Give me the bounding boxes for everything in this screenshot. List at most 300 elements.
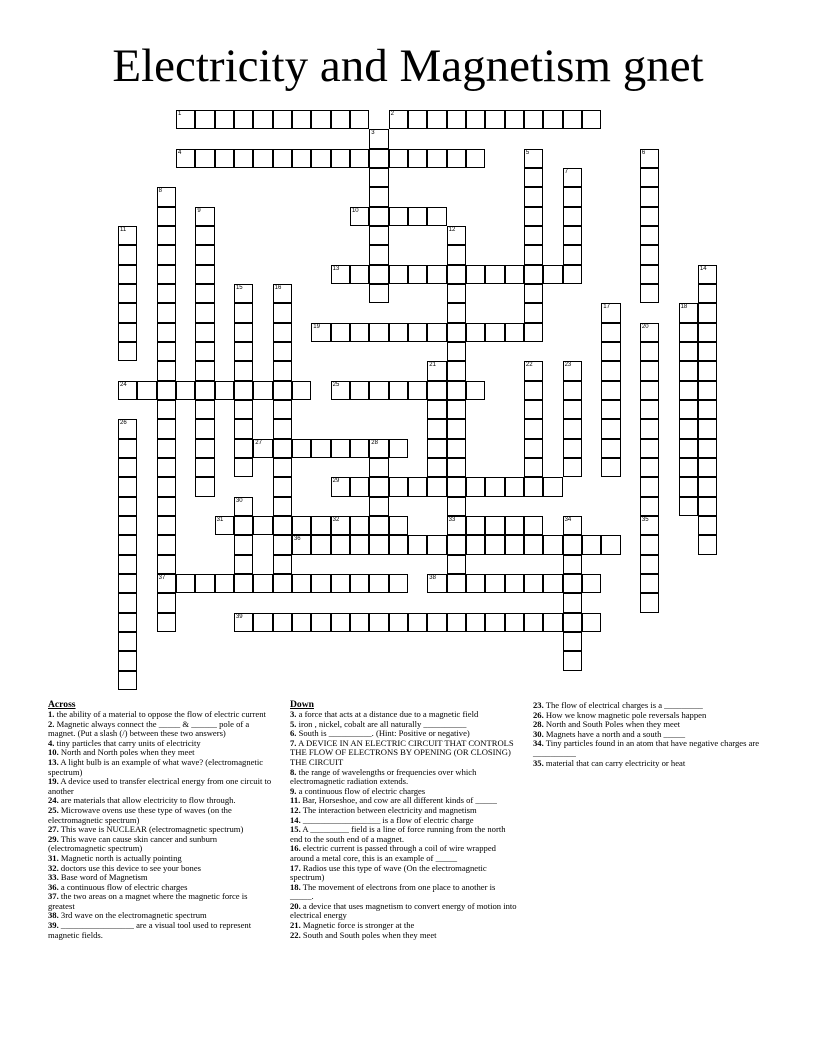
grid-cell[interactable] [601,419,620,438]
grid-cell[interactable] [679,419,698,438]
grid-cell[interactable] [543,574,562,593]
grid-cell[interactable] [505,110,524,129]
grid-cell[interactable] [157,613,176,632]
grid-cell[interactable] [176,574,195,593]
grid-cell[interactable] [466,574,485,593]
grid-cell[interactable] [157,555,176,574]
grid-cell[interactable] [311,323,330,342]
grid-cell[interactable] [466,323,485,342]
grid-cell[interactable] [427,458,446,477]
grid-cell[interactable] [447,439,466,458]
grid-cell[interactable] [524,613,543,632]
grid-cell[interactable] [118,613,137,632]
grid-cell[interactable] [447,284,466,303]
grid-cell[interactable] [485,535,504,554]
grid-cell[interactable] [447,303,466,322]
grid-cell[interactable] [640,226,659,245]
grid-cell[interactable] [698,400,717,419]
grid-cell[interactable] [640,439,659,458]
grid-cell[interactable] [215,149,234,168]
grid-cell[interactable] [563,361,582,380]
grid-cell[interactable] [311,574,330,593]
grid-cell[interactable] [292,149,311,168]
grid-cell[interactable] [157,497,176,516]
grid-cell[interactable] [369,245,388,264]
grid-cell[interactable] [273,361,292,380]
grid-cell[interactable] [157,187,176,206]
grid-cell[interactable] [679,361,698,380]
grid-cell[interactable] [640,477,659,496]
grid-cell[interactable] [311,110,330,129]
grid-cell[interactable] [640,168,659,187]
grid-cell[interactable] [311,439,330,458]
grid-cell[interactable] [582,613,601,632]
grid-cell[interactable] [273,535,292,554]
grid-cell[interactable] [640,265,659,284]
grid-cell[interactable] [369,439,388,458]
grid-cell[interactable] [157,284,176,303]
grid-cell[interactable] [118,651,137,670]
grid-cell[interactable] [427,574,446,593]
grid-cell[interactable] [679,439,698,458]
grid-cell[interactable] [369,207,388,226]
grid-cell[interactable] [157,323,176,342]
grid-cell[interactable] [427,207,446,226]
grid-cell[interactable] [350,110,369,129]
grid-cell[interactable] [408,535,427,554]
grid-cell[interactable] [427,361,446,380]
grid-cell[interactable] [466,265,485,284]
grid-cell[interactable] [698,535,717,554]
grid-cell[interactable] [698,265,717,284]
grid-cell[interactable] [369,265,388,284]
grid-cell[interactable] [273,284,292,303]
grid-cell[interactable] [640,149,659,168]
grid-cell[interactable] [118,593,137,612]
grid-cell[interactable] [195,207,214,226]
grid-cell[interactable] [137,381,156,400]
grid-cell[interactable] [273,342,292,361]
grid-cell[interactable] [408,381,427,400]
grid-cell[interactable] [505,477,524,496]
grid-cell[interactable] [485,477,504,496]
grid-cell[interactable] [698,342,717,361]
grid-cell[interactable] [311,149,330,168]
grid-cell[interactable] [118,535,137,554]
grid-cell[interactable] [447,535,466,554]
grid-cell[interactable] [427,477,446,496]
grid-cell[interactable] [176,381,195,400]
grid-cell[interactable] [273,458,292,477]
grid-cell[interactable] [195,149,214,168]
grid-cell[interactable] [234,458,253,477]
grid-cell[interactable] [466,535,485,554]
grid-cell[interactable] [195,265,214,284]
grid-cell[interactable] [273,381,292,400]
grid-cell[interactable] [118,226,137,245]
grid-cell[interactable] [466,516,485,535]
grid-cell[interactable] [505,265,524,284]
grid-cell[interactable] [195,477,214,496]
grid-cell[interactable] [524,439,543,458]
grid-cell[interactable] [563,419,582,438]
grid-cell[interactable] [563,574,582,593]
grid-cell[interactable] [234,303,253,322]
grid-cell[interactable] [447,265,466,284]
grid-cell[interactable] [485,265,504,284]
grid-cell[interactable] [157,477,176,496]
grid-cell[interactable] [408,207,427,226]
grid-cell[interactable] [447,323,466,342]
grid-cell[interactable] [447,516,466,535]
grid-cell[interactable] [408,110,427,129]
grid-cell[interactable] [427,439,446,458]
grid-cell[interactable] [118,419,137,438]
grid-cell[interactable] [408,265,427,284]
grid-cell[interactable] [350,535,369,554]
grid-cell[interactable] [273,323,292,342]
grid-cell[interactable] [118,477,137,496]
grid-cell[interactable] [640,458,659,477]
grid-cell[interactable] [292,613,311,632]
grid-cell[interactable] [369,284,388,303]
grid-cell[interactable] [369,477,388,496]
grid-cell[interactable] [543,110,562,129]
grid-cell[interactable] [195,342,214,361]
grid-cell[interactable] [640,593,659,612]
grid-cell[interactable] [195,400,214,419]
grid-cell[interactable] [524,419,543,438]
grid-cell[interactable] [408,613,427,632]
grid-cell[interactable] [543,613,562,632]
grid-cell[interactable] [350,613,369,632]
grid-cell[interactable] [389,323,408,342]
grid-cell[interactable] [698,323,717,342]
grid-cell[interactable] [601,458,620,477]
grid-cell[interactable] [640,535,659,554]
grid-cell[interactable] [524,458,543,477]
grid-cell[interactable] [524,361,543,380]
grid-cell[interactable] [331,381,350,400]
grid-cell[interactable] [234,284,253,303]
grid-cell[interactable] [253,439,272,458]
grid-cell[interactable] [601,381,620,400]
grid-cell[interactable] [350,439,369,458]
grid-cell[interactable] [679,497,698,516]
grid-cell[interactable] [640,361,659,380]
grid-cell[interactable] [447,497,466,516]
grid-cell[interactable] [389,574,408,593]
grid-cell[interactable] [524,477,543,496]
grid-cell[interactable] [234,149,253,168]
grid-cell[interactable] [331,535,350,554]
grid-cell[interactable] [253,110,272,129]
grid-cell[interactable] [292,439,311,458]
grid-cell[interactable] [369,516,388,535]
grid-cell[interactable] [524,245,543,264]
grid-cell[interactable] [563,613,582,632]
grid-cell[interactable] [524,226,543,245]
grid-cell[interactable] [640,400,659,419]
grid-cell[interactable] [698,497,717,516]
grid-cell[interactable] [524,168,543,187]
grid-cell[interactable] [524,284,543,303]
grid-cell[interactable] [427,323,446,342]
grid-cell[interactable] [273,477,292,496]
grid-cell[interactable] [176,110,195,129]
grid-cell[interactable] [466,477,485,496]
grid-cell[interactable] [698,284,717,303]
grid-cell[interactable] [563,265,582,284]
grid-cell[interactable] [273,516,292,535]
grid-cell[interactable] [563,555,582,574]
grid-cell[interactable] [563,516,582,535]
grid-cell[interactable] [447,149,466,168]
grid-cell[interactable] [389,110,408,129]
grid-cell[interactable] [292,535,311,554]
grid-cell[interactable] [118,458,137,477]
grid-cell[interactable] [215,574,234,593]
grid-cell[interactable] [524,303,543,322]
grid-cell[interactable] [118,516,137,535]
grid-cell[interactable] [524,207,543,226]
grid-cell[interactable] [389,207,408,226]
grid-cell[interactable] [273,439,292,458]
grid-cell[interactable] [447,400,466,419]
grid-cell[interactable] [273,149,292,168]
grid-cell[interactable] [640,381,659,400]
grid-cell[interactable] [679,342,698,361]
grid-cell[interactable] [679,458,698,477]
grid-cell[interactable] [157,516,176,535]
grid-cell[interactable] [273,400,292,419]
grid-cell[interactable] [640,187,659,206]
grid-cell[interactable] [427,400,446,419]
grid-cell[interactable] [640,516,659,535]
grid-cell[interactable] [234,381,253,400]
grid-cell[interactable] [369,574,388,593]
grid-cell[interactable] [234,535,253,554]
grid-cell[interactable] [118,555,137,574]
grid-cell[interactable] [234,419,253,438]
grid-cell[interactable] [369,613,388,632]
grid-cell[interactable] [234,323,253,342]
grid-cell[interactable] [563,632,582,651]
grid-cell[interactable] [582,535,601,554]
grid-cell[interactable] [157,303,176,322]
grid-cell[interactable] [234,400,253,419]
grid-cell[interactable] [118,284,137,303]
grid-cell[interactable] [234,110,253,129]
grid-cell[interactable] [369,458,388,477]
grid-cell[interactable] [563,593,582,612]
grid-cell[interactable] [273,613,292,632]
grid-cell[interactable] [273,303,292,322]
grid-cell[interactable] [389,149,408,168]
grid-cell[interactable] [640,342,659,361]
grid-cell[interactable] [195,574,214,593]
grid-cell[interactable] [389,535,408,554]
grid-cell[interactable] [563,245,582,264]
grid-cell[interactable] [563,439,582,458]
grid-cell[interactable] [389,516,408,535]
grid-cell[interactable] [234,439,253,458]
grid-cell[interactable] [157,381,176,400]
grid-cell[interactable] [195,284,214,303]
grid-cell[interactable] [524,574,543,593]
grid-cell[interactable] [195,303,214,322]
grid-cell[interactable] [582,574,601,593]
grid-cell[interactable] [350,381,369,400]
grid-cell[interactable] [234,555,253,574]
grid-cell[interactable] [640,555,659,574]
grid-cell[interactable] [292,381,311,400]
grid-cell[interactable] [427,149,446,168]
grid-cell[interactable] [524,323,543,342]
grid-cell[interactable] [253,613,272,632]
grid-cell[interactable] [369,535,388,554]
grid-cell[interactable] [563,187,582,206]
grid-cell[interactable] [427,381,446,400]
grid-cell[interactable] [427,265,446,284]
grid-cell[interactable] [485,110,504,129]
grid-cell[interactable] [157,265,176,284]
grid-cell[interactable] [640,574,659,593]
grid-cell[interactable] [331,265,350,284]
grid-cell[interactable] [679,400,698,419]
grid-cell[interactable] [157,574,176,593]
grid-cell[interactable] [447,226,466,245]
grid-cell[interactable] [253,149,272,168]
grid-cell[interactable] [640,419,659,438]
grid-cell[interactable] [698,381,717,400]
grid-cell[interactable] [524,110,543,129]
grid-cell[interactable] [601,400,620,419]
grid-cell[interactable] [195,323,214,342]
grid-cell[interactable] [195,226,214,245]
grid-cell[interactable] [234,613,253,632]
grid-cell[interactable] [389,613,408,632]
grid-cell[interactable] [563,207,582,226]
grid-cell[interactable] [524,187,543,206]
grid-cell[interactable] [563,110,582,129]
grid-cell[interactable] [215,110,234,129]
grid-cell[interactable] [698,361,717,380]
grid-cell[interactable] [408,149,427,168]
grid-cell[interactable] [369,187,388,206]
grid-cell[interactable] [524,149,543,168]
grid-cell[interactable] [640,245,659,264]
grid-cell[interactable] [118,497,137,516]
grid-cell[interactable] [563,651,582,670]
grid-cell[interactable] [273,497,292,516]
grid-cell[interactable] [427,110,446,129]
grid-cell[interactable] [408,477,427,496]
grid-cell[interactable] [118,303,137,322]
grid-cell[interactable] [176,149,195,168]
grid-cell[interactable] [679,477,698,496]
grid-cell[interactable] [543,477,562,496]
grid-cell[interactable] [157,439,176,458]
grid-cell[interactable] [292,110,311,129]
grid-cell[interactable] [447,574,466,593]
grid-cell[interactable] [195,110,214,129]
grid-cell[interactable] [157,207,176,226]
grid-cell[interactable] [234,497,253,516]
grid-cell[interactable] [157,535,176,554]
grid-cell[interactable] [311,535,330,554]
grid-cell[interactable] [331,516,350,535]
grid-cell[interactable] [118,245,137,264]
grid-cell[interactable] [640,284,659,303]
grid-cell[interactable] [601,342,620,361]
grid-cell[interactable] [485,613,504,632]
grid-cell[interactable] [157,400,176,419]
grid-cell[interactable] [157,226,176,245]
grid-cell[interactable] [157,361,176,380]
grid-cell[interactable] [389,265,408,284]
grid-cell[interactable] [195,245,214,264]
grid-cell[interactable] [118,323,137,342]
grid-cell[interactable] [698,458,717,477]
grid-cell[interactable] [350,207,369,226]
grid-cell[interactable] [466,110,485,129]
grid-cell[interactable] [389,439,408,458]
grid-cell[interactable] [195,458,214,477]
grid-cell[interactable] [118,632,137,651]
grid-cell[interactable] [447,477,466,496]
grid-cell[interactable] [234,342,253,361]
grid-cell[interactable] [273,574,292,593]
grid-cell[interactable] [253,381,272,400]
grid-cell[interactable] [350,265,369,284]
grid-cell[interactable] [543,535,562,554]
grid-cell[interactable] [505,574,524,593]
grid-cell[interactable] [157,342,176,361]
grid-cell[interactable] [350,323,369,342]
grid-cell[interactable] [331,439,350,458]
grid-cell[interactable] [195,361,214,380]
grid-cell[interactable] [157,245,176,264]
grid-cell[interactable] [157,458,176,477]
grid-cell[interactable] [118,671,137,690]
grid-cell[interactable] [640,497,659,516]
grid-cell[interactable] [563,458,582,477]
grid-cell[interactable] [485,516,504,535]
grid-cell[interactable] [234,574,253,593]
grid-cell[interactable] [118,439,137,458]
grid-cell[interactable] [389,381,408,400]
grid-cell[interactable] [408,323,427,342]
grid-cell[interactable] [215,381,234,400]
grid-cell[interactable] [195,439,214,458]
grid-cell[interactable] [331,477,350,496]
grid-cell[interactable] [427,613,446,632]
grid-cell[interactable] [698,303,717,322]
grid-cell[interactable] [601,361,620,380]
grid-cell[interactable] [640,323,659,342]
grid-cell[interactable] [466,613,485,632]
grid-cell[interactable] [234,516,253,535]
grid-cell[interactable] [157,593,176,612]
grid-cell[interactable] [524,381,543,400]
grid-cell[interactable] [292,516,311,535]
grid-cell[interactable] [273,419,292,438]
grid-cell[interactable] [698,477,717,496]
grid-cell[interactable] [195,381,214,400]
grid-cell[interactable] [369,149,388,168]
grid-cell[interactable] [505,535,524,554]
